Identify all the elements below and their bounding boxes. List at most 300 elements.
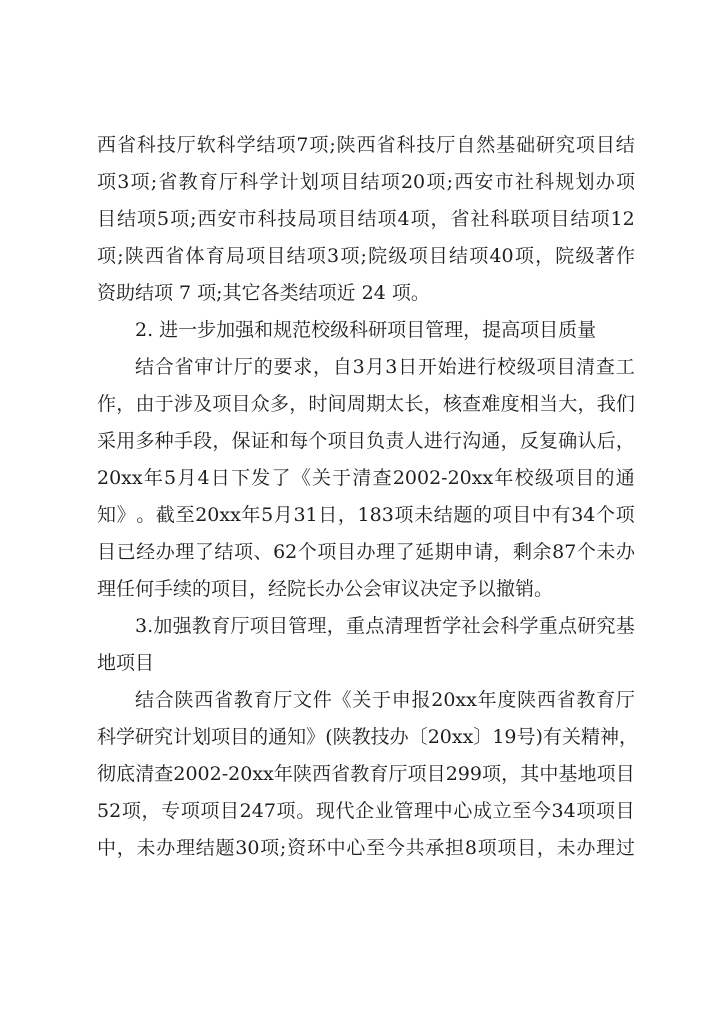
glyph: 院 (555, 245, 575, 267)
glyph: 著 (595, 245, 615, 267)
glyph: 日 (398, 356, 418, 378)
glyph: 项 (180, 800, 200, 822)
glyph: 西 (145, 245, 165, 267)
glyph: 30 (235, 837, 260, 859)
glyph: 由 (135, 393, 155, 415)
glyph: 余 (532, 541, 552, 563)
glyph: 厅 (436, 134, 456, 156)
glyph: 关 (561, 726, 581, 748)
glyph: 今 (385, 837, 405, 859)
glyph: 时 (308, 393, 328, 415)
glyph: 陕 (332, 726, 352, 748)
glyph: 结 (256, 134, 276, 156)
glyph: 项 (306, 245, 326, 267)
glyph: ， (313, 356, 333, 378)
glyph: 52 (97, 800, 122, 822)
glyph: 未 (136, 837, 156, 859)
glyph: 理 (307, 615, 327, 637)
glyph: 承 (425, 837, 445, 859)
glyph: 开 (417, 356, 437, 378)
glyph: 目 (336, 541, 356, 563)
glyph: 12 (610, 208, 635, 230)
glyph: 目 (220, 800, 240, 822)
glyph: 查 (595, 356, 615, 378)
glyph: ， (423, 393, 443, 415)
glyph: 于 (372, 689, 392, 711)
glyph: 3 (117, 171, 130, 193)
glyph: 点 (557, 615, 577, 637)
text-line (97, 238, 635, 275)
glyph: 划 (575, 171, 595, 193)
glyph: 及 (193, 393, 213, 415)
glyph: ， (577, 393, 597, 415)
glyph: 厅 (273, 689, 293, 711)
glyph: 4 (397, 208, 410, 230)
glyph: ， (116, 837, 136, 859)
glyph: 查 (154, 763, 174, 785)
glyph: 项 (249, 615, 269, 637)
glyph: 项 (97, 171, 117, 193)
glyph: 基 (496, 134, 516, 156)
glyph: 请 (473, 541, 493, 563)
glyph: 过 (615, 837, 635, 859)
glyph: 育 (205, 245, 225, 267)
glyph: 省 (214, 689, 234, 711)
glyph: 后 (596, 430, 616, 452)
glyph: 申 (391, 689, 411, 711)
glyph: 20xx (431, 689, 477, 711)
glyph: 软 (196, 134, 216, 156)
glyph: 至 (512, 800, 532, 822)
glyph: 通 (615, 467, 635, 489)
glyph: 级 (575, 245, 595, 267)
glyph: 个 (297, 541, 317, 563)
glyph: 项 (514, 245, 534, 267)
glyph: 学 (116, 726, 136, 748)
glyph: 》 (116, 504, 136, 526)
glyph: 目 (266, 245, 286, 267)
glyph: 省 (174, 356, 194, 378)
glyph: ; (360, 245, 367, 267)
glyph: 247 (239, 800, 276, 822)
glyph: ; (190, 208, 197, 230)
glyph: 183 (357, 504, 394, 526)
glyph: 日 (210, 467, 230, 489)
text-line (97, 460, 635, 497)
glyph: 项 (137, 208, 157, 230)
glyph: 大 (558, 393, 578, 415)
glyph: 2002-20xx (392, 467, 494, 489)
glyph: 础 (516, 134, 536, 156)
glyph: 间 (327, 393, 347, 415)
glyph: 划 (299, 171, 319, 193)
glyph: ， (337, 504, 357, 526)
text-line: 理任何手续的项目，经院长办公会审议决定予以撤销。 (97, 578, 554, 600)
glyph: 项 (320, 171, 340, 193)
glyph: 作 (97, 393, 117, 415)
glyph: 科 (490, 208, 510, 230)
glyph: 报 (411, 689, 431, 711)
glyph: 究 (154, 726, 174, 748)
glyph: 项 (575, 134, 595, 156)
glyph: 核 (442, 393, 462, 415)
glyph: 知 (287, 726, 307, 748)
glyph: 手 (173, 430, 193, 452)
glyph: 目 (512, 504, 532, 526)
glyph: 级 (388, 245, 408, 267)
glyph: 期 (366, 393, 386, 415)
glyph: 育 (198, 171, 218, 193)
glyph: 项 (482, 763, 502, 785)
glyph: 项 (492, 504, 512, 526)
glyph: 结 (449, 245, 469, 267)
glyph: 。 (136, 504, 156, 526)
glyph: 其 (520, 763, 540, 785)
glyph: 3 (385, 356, 398, 378)
glyph: 截 (155, 504, 175, 526)
glyph: 育 (369, 763, 389, 785)
glyph: 长 (404, 393, 424, 415)
glyph: 办 (155, 541, 175, 563)
glyph: 项 (615, 171, 635, 193)
glyph: 陕 (174, 689, 194, 711)
text-line (97, 497, 635, 534)
glyph: 3 (327, 245, 340, 267)
glyph: 计 (214, 356, 234, 378)
glyph: 87 (552, 541, 577, 563)
glyph: 资 (287, 837, 307, 859)
glyph: 自 (332, 356, 352, 378)
glyph: ， (493, 541, 513, 563)
glyph: 重 (346, 615, 366, 637)
glyph: 安 (474, 171, 494, 193)
glyph: 34 (551, 800, 576, 822)
glyph: 办 (595, 171, 615, 193)
glyph: 西 (312, 763, 332, 785)
glyph: 中 (326, 837, 346, 859)
glyph: 育 (253, 689, 273, 711)
glyph: 目 (517, 837, 537, 859)
text-line (97, 719, 639, 756)
glyph: 点 (365, 615, 385, 637)
glyph: 彻 (97, 763, 117, 785)
glyph: 社 (461, 615, 481, 637)
glyph: 陕 (292, 763, 312, 785)
glyph: 证 (250, 430, 270, 452)
glyph: 中 (531, 504, 551, 526)
glyph: 规 (555, 171, 575, 193)
glyph: 清 (576, 356, 596, 378)
glyph: 技 (156, 134, 176, 156)
glyph: 月 (365, 356, 385, 378)
glyph: 研 (577, 615, 597, 637)
glyph: 计 (173, 726, 193, 748)
glyph: 20xx (97, 467, 143, 489)
glyph: 中 (97, 837, 117, 859)
glyph: 学 (236, 134, 256, 156)
glyph: 项 (595, 800, 615, 822)
glyph: 年 (477, 689, 497, 711)
glyph: 申 (454, 541, 474, 563)
glyph: ， (430, 208, 450, 230)
glyph: 有 (551, 504, 571, 526)
glyph: 项 (380, 171, 400, 193)
glyph: 担 (445, 837, 465, 859)
glyph: 科 (396, 134, 416, 156)
glyph: 理 (403, 615, 423, 637)
glyph: 计 (279, 171, 299, 193)
glyph: 们 (615, 393, 635, 415)
glyph: 项 (426, 171, 446, 193)
glyph: 地 (577, 763, 597, 785)
glyph: 月 (273, 504, 293, 526)
glyph: 项 (170, 208, 190, 230)
glyph: 教 (178, 171, 198, 193)
glyph: 陕 (336, 134, 356, 156)
glyph: 加 (153, 615, 173, 637)
glyph: 5 (157, 208, 170, 230)
glyph: 学 (259, 171, 279, 193)
glyph: 项 (340, 245, 360, 267)
glyph: 项 (394, 504, 414, 526)
glyph: 题 (453, 504, 473, 526)
glyph: 太 (385, 393, 405, 415)
glyph: 个 (576, 541, 596, 563)
glyph: 于 (154, 393, 174, 415)
glyph: 8 (464, 837, 477, 859)
glyph: 项 (377, 208, 397, 230)
glyph: 多 (135, 430, 155, 452)
glyph: 研 (135, 726, 155, 748)
glyph: 省 (556, 689, 576, 711)
glyph: 清 (384, 615, 404, 637)
glyph: 难 (481, 393, 501, 415)
glyph: 《 (291, 467, 311, 489)
glyph: 技 (277, 208, 297, 230)
glyph: 院 (368, 245, 388, 267)
glyph: 目 (556, 356, 576, 378)
glyph: 理 (175, 541, 195, 563)
glyph: 体 (185, 245, 205, 267)
glyph: 通 (481, 430, 501, 452)
glyph: 299 (445, 763, 482, 785)
glyph: 会 (480, 615, 500, 637)
glyph: 局 (297, 208, 317, 230)
glyph: 了 (395, 541, 415, 563)
glyph: 已 (116, 541, 136, 563)
document-body (97, 127, 639, 867)
glyph: 发 (251, 467, 271, 489)
glyph: 的 (253, 356, 273, 378)
glyph: 。 (296, 800, 316, 822)
glyph: 有 (542, 726, 562, 748)
glyph: 31 (293, 504, 318, 526)
glyph: 项 (211, 726, 231, 748)
glyph: 今 (531, 800, 551, 822)
glyph: 学 (519, 615, 539, 637)
glyph: 目 (346, 430, 366, 452)
glyph: 中 (539, 763, 559, 785)
glyph: 项 (97, 245, 117, 267)
glyph: 局 (225, 245, 245, 267)
glyph: 每 (289, 430, 309, 452)
glyph: 陕 (517, 689, 537, 711)
glyph: 厅 (219, 171, 239, 193)
glyph: 反 (519, 430, 539, 452)
glyph: 底 (116, 763, 136, 785)
glyph: ; (446, 171, 453, 193)
glyph: 神 (599, 726, 619, 748)
glyph: 20xx (195, 504, 241, 526)
glyph: 期 (434, 541, 454, 563)
glyph: 重 (538, 615, 558, 637)
glyph: 项 (317, 208, 337, 230)
glyph: 教 (233, 689, 253, 711)
glyph: 育 (211, 615, 231, 637)
glyph: 查 (462, 393, 482, 415)
glyph: 技 (416, 134, 436, 156)
glyph: 求 (293, 356, 313, 378)
glyph: 目 (428, 245, 448, 267)
glyph: 年 (143, 467, 163, 489)
glyph: 科 (535, 171, 555, 193)
glyph: 2002-20xx (173, 763, 274, 785)
glyph: 》 (306, 726, 326, 748)
glyph: 7 (296, 134, 309, 156)
glyph: 社 (514, 171, 534, 193)
glyph: 结 (286, 245, 306, 267)
glyph: 种 (154, 430, 174, 452)
glyph: 3 (352, 356, 365, 378)
glyph: 中 (433, 800, 453, 822)
glyph: 共 (405, 837, 425, 859)
text-line (97, 830, 635, 867)
glyph: 办 (389, 726, 409, 748)
glyph: 工 (615, 356, 635, 378)
glyph: 目 (97, 208, 117, 230)
glyph: 强 (172, 615, 192, 637)
glyph: 结 (357, 208, 377, 230)
glyph: 西 (536, 689, 556, 711)
glyph: 人 (404, 430, 424, 452)
glyph: 通 (268, 726, 288, 748)
glyph: 社 (470, 208, 490, 230)
glyph: 目 (575, 467, 595, 489)
glyph: 精 (580, 726, 600, 748)
glyph: 西 (356, 134, 376, 156)
glyph: 西 (194, 689, 214, 711)
glyph: 日 (318, 504, 338, 526)
text-line (97, 386, 635, 423)
glyph: ， (501, 763, 521, 785)
glyph: 科 (97, 726, 117, 748)
glyph: 目 (231, 393, 251, 415)
glyph: ; (279, 837, 287, 859)
glyph: 科 (500, 615, 520, 637)
glyph: 结 (195, 837, 215, 859)
text-line: 资助结项 7 项;其它各类结项近 24 项。 (97, 282, 430, 304)
glyph: ， (141, 800, 161, 822)
glyph: 教 (350, 763, 370, 785)
glyph: 管 (288, 615, 308, 637)
glyph: 结 (360, 171, 380, 193)
glyph: 项 (555, 467, 575, 489)
glyph: 确 (558, 430, 578, 452)
glyph: 研 (536, 134, 556, 156)
glyph: 查 (372, 467, 392, 489)
glyph: 目 (426, 763, 446, 785)
glyph: 目 (230, 726, 250, 748)
glyph: 未 (596, 541, 616, 563)
glyph: 多 (269, 393, 289, 415)
glyph: 目 (615, 763, 635, 785)
glyph: 心 (453, 800, 473, 822)
text-line (97, 793, 635, 830)
glyph: 了 (271, 467, 291, 489)
glyph: 技 (370, 726, 390, 748)
glyph: 厅 (388, 763, 408, 785)
glyph: 项 (576, 800, 596, 822)
glyph: 项 (246, 245, 266, 267)
glyph: 科 (136, 134, 156, 156)
glyph: 省 (158, 171, 178, 193)
glyph: 项 (276, 800, 296, 822)
glyph: 合 (154, 356, 174, 378)
glyph: 项 (615, 504, 635, 526)
glyph: 认 (577, 430, 597, 452)
glyph: 5 (164, 467, 177, 489)
glyph: ) (535, 726, 543, 748)
glyph: 目 (615, 800, 635, 822)
text-line (97, 534, 635, 571)
glyph: 项 (309, 134, 329, 156)
glyph: 究 (555, 134, 575, 156)
glyph: 基 (615, 615, 635, 637)
glyph: 19 (492, 726, 517, 748)
glyph: 项 (276, 134, 296, 156)
glyph: 理 (414, 800, 434, 822)
text-line (97, 756, 635, 793)
glyph: 省 (165, 245, 185, 267)
glyph: 企 (355, 800, 375, 822)
glyph: 目 (97, 541, 117, 563)
glyph: 知 (97, 504, 117, 526)
glyph: 西 (197, 208, 217, 230)
glyph: 周 (346, 393, 366, 415)
glyph: ， (619, 726, 639, 748)
glyph: 项 (121, 800, 141, 822)
glyph: 年 (241, 504, 261, 526)
glyph: 环 (306, 837, 326, 859)
glyph: 省 (116, 134, 136, 156)
text-line (97, 349, 635, 386)
glyph: 厅 (233, 356, 253, 378)
glyph: 文 (293, 689, 313, 711)
glyph: 级 (516, 356, 536, 378)
glyph: 安 (217, 208, 237, 230)
glyph: 目 (550, 208, 570, 230)
glyph: 相 (519, 393, 539, 415)
glyph: 级 (534, 467, 554, 489)
glyph: 经 (136, 541, 156, 563)
glyph: 办 (356, 541, 376, 563)
glyph: 要 (273, 356, 293, 378)
glyph: 项 (233, 541, 253, 563)
glyph: 结 (615, 134, 635, 156)
glyph: 目 (595, 134, 615, 156)
glyph: 40 (489, 245, 514, 267)
glyph: 个 (308, 430, 328, 452)
